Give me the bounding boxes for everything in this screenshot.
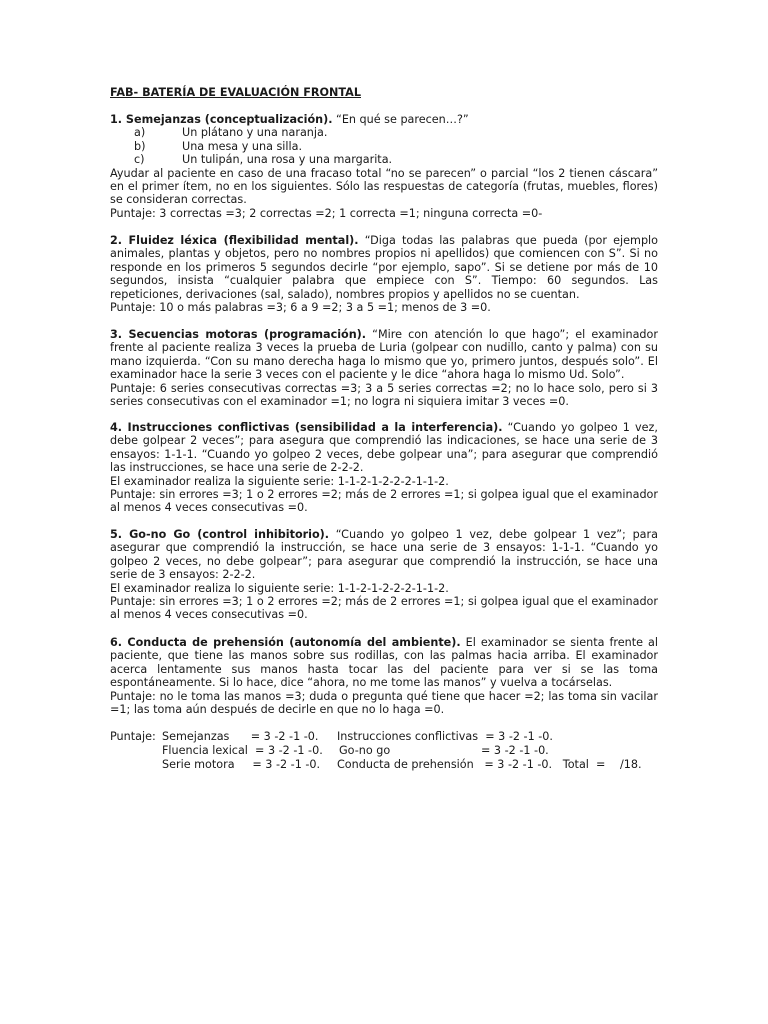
list-item <box>110 126 658 139</box>
section-go-no-go <box>110 528 658 622</box>
section-4-text <box>110 421 658 475</box>
section-1-score: Puntaje: 3 correctas =3; 2 correctas =2; 1 correcta =1; ninguna correcta =0- <box>110 206 543 220</box>
document-title: FAB- BATERÍA DE EVALUACIÓN FRONTAL <box>110 86 361 99</box>
item-label: b) <box>134 139 146 153</box>
section-secuencias <box>110 328 658 408</box>
section-fluidez <box>110 234 658 314</box>
score-label: Puntaje: <box>110 730 156 743</box>
section-2-body: “Diga todas las palabras que pueda (por ejemplo animales, plantas y objetos, pero no nombres propios ni apellidos) que comiencen con S”. Si no responde en los primeros 5 segundos decirle “por ejemplo, sapo”. Si se detiene por más de 10 segundos, insista “cualquier palabra que empiece con S”. Tiempo: 60 segundos. Las repeticiones, derivaciones (sal, salado), nombres propios y apellidos no se cuentan. <box>110 234 658 301</box>
score-go-no-go-value: = 3 -2 -1 -0. <box>481 744 549 757</box>
item-label: c) <box>134 153 145 167</box>
section-instrucciones <box>110 421 658 515</box>
section-6-body: El examinador se sienta frente al paciente, que tiene las manos sobre sus rodillas, con las palmas hacia arriba. El examinador acerca lentamente sus manos hasta tocar las del paciente para ver si se las toma espontáneamente. Si lo hace, dice “ahora, no me tome las manos” y vuelva a tocárselas. <box>110 636 658 690</box>
list-item <box>110 140 658 153</box>
section-3-score: Puntaje: 6 series consecutivas correctas =3; 3 a 5 series correctas =2; no lo hace solo, pero si 3 series consecutivas con el examinador =1; no logra ni siquiera imitar 3 veces =0. <box>110 381 658 409</box>
item-label: a) <box>134 126 146 140</box>
score-semejanzas: Semejanzas = 3 -2 -1 -0. <box>162 730 319 743</box>
section-6-score: Puntaje: no le toma las manos =3; duda o pregunta qué tiene que hacer =2; las toma sin vacilar =1; las toma aún después de decirle en que no lo haga =0. <box>110 689 658 717</box>
item-text: Un tulipán, una rosa y una margarita. <box>182 153 393 167</box>
section-5-series: El examinador realiza lo siguiente serie: 1-1-2-1-2-2-2-1-1-2. <box>110 581 449 595</box>
section-5-text <box>110 528 658 582</box>
section-4-series: El examinador realiza la siguiente serie: 1-1-2-1-2-2-2-1-1-2. <box>110 474 449 488</box>
score-row <box>110 758 670 772</box>
section-4-body: “Cuando yo golpeo 1 vez, debe golpear 2 veces”; para asegura que comprendió las indicaciones, se hace una serie de 3 ensayos: 1-1-1. “Cuando yo golpeo 2 veces, debe golpear una”; para asegurar que comprendió las instrucciones, se hace una serie de 2-2-2. <box>110 421 658 475</box>
section-semejanzas <box>110 113 658 220</box>
section-1-heading: 1. Semejanzas (conceptualización). <box>110 113 333 126</box>
section-1-heading-line <box>110 113 658 126</box>
section-3-text <box>110 328 658 382</box>
section-6-heading: 6. Conducta de prehensión (autonomía del ambiente). <box>110 636 461 649</box>
section-3-body: “Mire con atención lo que hago”; el examinador frente al paciente realiza 3 veces la prueba de Luria (golpear con nudillo, canto y palma) con su mano izquierda. “Con su mano derecha haga lo mismo que yo, primero juntos, después solo”. El examinador hace la serie 3 veces con el paciente y le dice “ahora haga lo mismo Ud. Solo”. <box>110 328 658 382</box>
score-go-no-go-label: Go-no go <box>339 744 391 757</box>
section-5-heading: 5. Go-no Go (control inhibitorio). <box>110 528 330 541</box>
section-5-body: “Cuando yo golpeo 1 vez, debe golpear 1 vez”; para asegurar que comprendió la instrucción, se hace una serie de 3 ensayos: 1-1-1. “Cuando yo golpeo 2 veces, no debe golpear”; para asegurar que comprendió la instrucción, se hace una serie de 3 ensayos: 2-2-2. <box>110 528 658 582</box>
section-prehension <box>110 636 658 716</box>
section-4-heading: 4. Instrucciones conflictivas (sensibilidad a la interferencia). <box>110 421 503 434</box>
section-5-score: Puntaje: sin errores =3; 1 o 2 errores =2; más de 2 errores =1; si golpea igual que el examinador al menos 4 veces consecutivas =0. <box>110 595 658 622</box>
section-1-body: Ayudar al paciente en caso de una fracaso total “no se parecen” o parcial “los 2 tienen cáscara” en el primer ítem, no en los siguientes. Sólo las respuestas de categoría (frutas, muebles, flores) se consideran correctas. <box>110 166 658 207</box>
section-3-heading: 3. Secuencias motoras (programación). <box>110 328 367 341</box>
score-fluencia: Fluencia lexical = 3 -2 -1 -0. <box>162 744 323 757</box>
score-row <box>110 730 670 744</box>
score-serie-motora: Serie motora = 3 -2 -1 -0. <box>162 758 321 771</box>
score-total: /18. <box>620 758 642 771</box>
section-4-score: Puntaje: sin errores =3; 1 o 2 errores =2; más de 2 errores =1; si golpea igual que el examinador al menos 4 veces consecutivas =0. <box>110 488 658 515</box>
score-instrucciones: Instrucciones conflictivas = 3 -2 -1 -0. <box>337 730 553 743</box>
list-item <box>110 153 658 166</box>
item-text: Una mesa y una silla. <box>182 139 303 153</box>
section-2-score: Puntaje: 10 o más palabras =3; 6 a 9 =2; 3 a 5 =1; menos de 3 =0. <box>110 301 491 315</box>
score-prehension: Conducta de prehensión = 3 -2 -1 -0. Total = <box>337 758 606 771</box>
score-summary <box>110 730 670 772</box>
section-1-quote: “En qué se parecen…?” <box>332 113 469 126</box>
section-2-text <box>110 234 658 301</box>
score-row <box>110 744 670 758</box>
section-6-text <box>110 636 658 690</box>
section-2-heading: 2. Fluidez léxica (flexibilidad mental). <box>110 234 359 247</box>
item-text: Un plátano y una naranja. <box>182 126 328 140</box>
